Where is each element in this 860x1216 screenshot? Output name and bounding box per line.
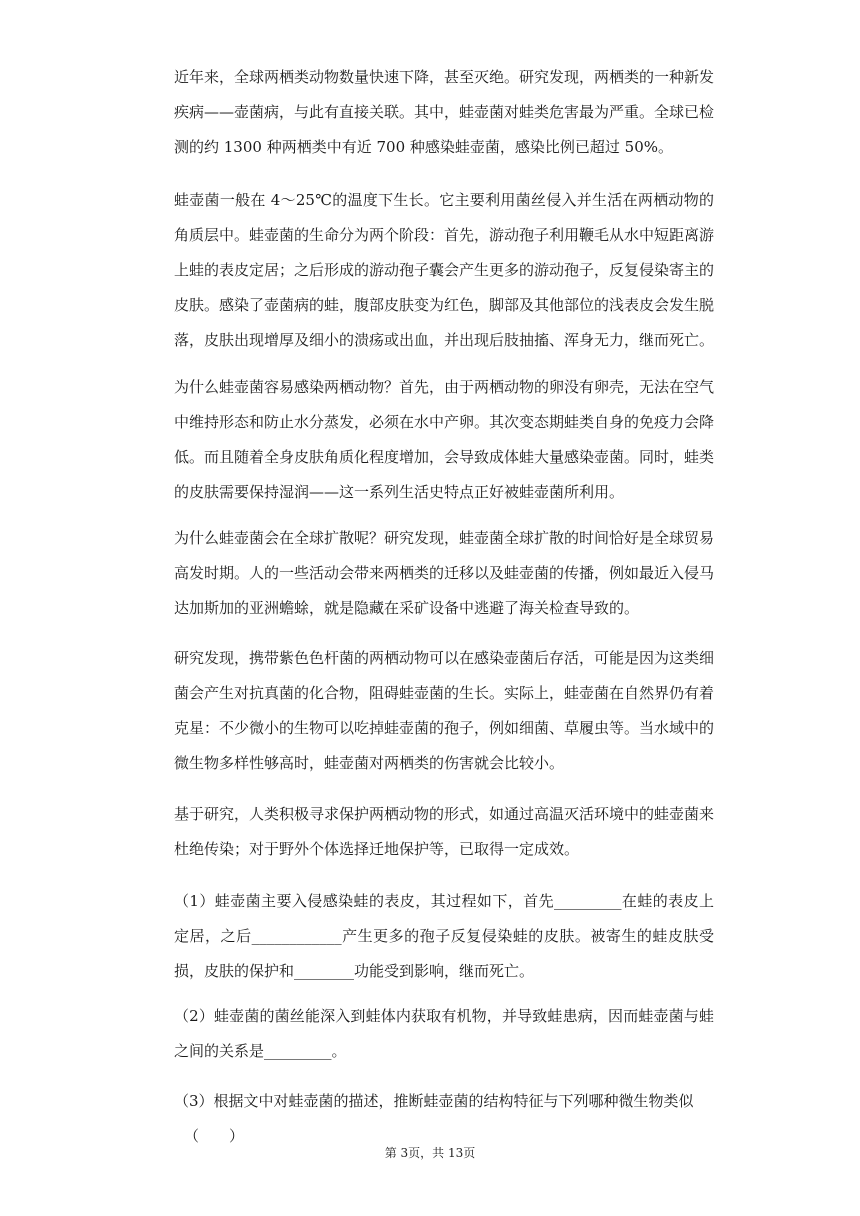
page-footer: 第 3页，共 13页 — [384, 1146, 476, 1160]
paragraph-intro: 近年来，全球两栖类动物数量快速下降，甚至灭绝。研究发现，两栖类的一种新发疾病——壶菌病，与此有直接关联。其中，蛙壶菌对蛙类危害最为严重。全球已检测的约 1300 种两栖类中有近 700 种感染蛙壶菌，感染比例已超过 50%。 — [174, 68, 715, 156]
paragraph-natural-enemies: 研究发现，携带紫色色杆菌的两栖动物可以在感染壶菌后存活，可能是因为这类细菌会产生对抗真菌的化合物，阻碍蛙壶菌的生长。实际上，蛙壶菌在自然界仍有着克星：不少微小的生物可以吃掉蛙壶菌的孢子，例如细菌、草履虫等。当水域中的微生物多样性够高时，蛙壶菌对两栖类的伤害就会比较小。 — [174, 649, 715, 772]
paragraph-global-spread: 为什么蛙壶菌会在全球扩散呢？研究发现，蛙壶菌全球扩散的时间恰好是全球贸易高发时期。人的一些活动会带来两栖类的迁移以及蛙壶菌的传播，例如最近入侵马达加斯加的亚洲蟾蜍，就是隐藏在采矿设备中逃避了海关检查导致的。 — [174, 529, 715, 617]
paragraph-life-cycle: 蛙壶菌一般在 4～25℃的温度下生长。它主要利用菌丝侵入并生活在两栖动物的角质层中。蛙壶菌的生命分为两个阶段：首先，游动孢子利用鞭毛从水中短距离游上蛙的表皮定居；之后形成的游动孢子囊会产生更多的游动孢子，反复侵染寄主的皮肤。感染了壶菌病的蛙，腹部皮肤变为红色，脚部及其他部位的浅表皮会发生脱落，皮肤出现增厚及细小的溃疡或出血，并出现后肢抽搐、浑身无力，继而死亡。 — [174, 191, 715, 349]
paragraph-susceptibility: 为什么蛙壶菌容易感染两栖动物？首先，由于两栖动物的卵没有卵壳，无法在空气中维持形态和防止水分蒸发，必须在水中产卵。其次变态期蛙类自身的免疫力会降低。而且随着全身皮肤角质化程度增加，会导致成体蛙大量感染壶菌。同时，蛙类的皮肤需要保持湿润——这一系列生活史特点正好被蛙壶菌所利用。 — [174, 378, 715, 501]
question-3: （3）根据文中对蛙壶菌的描述，推断蛙壶菌的结构特征与下列哪种微生物类似 — [174, 1092, 694, 1110]
paragraph-conservation: 基于研究，人类积极寻求保护两栖动物的形式，如通过高温灭活环境中的蛙壶菌来杜绝传染；对于野外个体选择迁地保护等，已取得一定成效。 — [174, 805, 715, 858]
question-2: （2）蛙壶菌的菌丝能深入到蛙体内获取有机物，并导致蛙患病，因而蛙壶菌与蛙之间的关系是_________。 — [174, 1007, 714, 1060]
question-1: （1）蛙壶菌主要入侵感染蛙的表皮，其过程如下，首先_________在蛙的表皮上定居，之后____________产生更多的孢子反复侵染蛙的皮肤。被寄生的蛙皮肤受损，皮肤的保护和________功能受到影响，继而死亡。 — [174, 892, 714, 980]
question-3-answer-bracket: （ ） — [184, 1127, 245, 1145]
